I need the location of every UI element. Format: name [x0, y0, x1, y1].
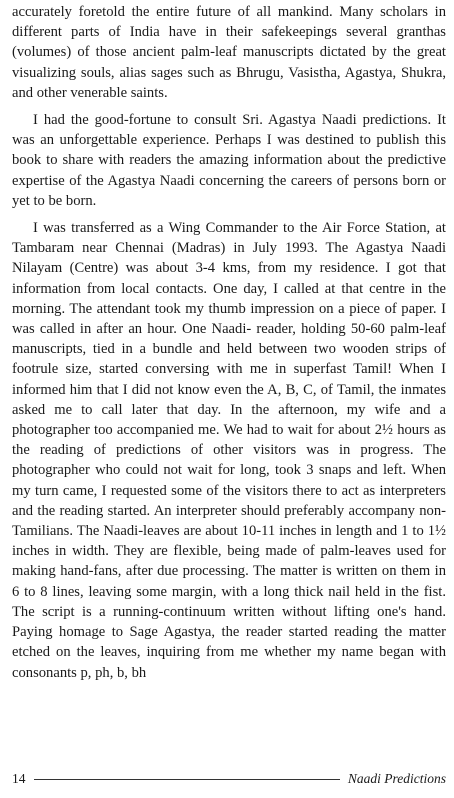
footer-rule: [34, 779, 340, 780]
paragraph-continuation: accurately foretold the entire future of all mankind. Many scholars in different parts of India have in their safekeepings several granthas (volumes) of those ancient palm-leaf manuscripts dictated by the great visualizing souls, alias sages such as Bhrugu, Vasistha, Agastya, Shukra, and other venerable saints.: [12, 4, 446, 101]
paragraph-consultation: I had the good-fortune to consult Sri. Agastya Naadi predictions. It was an unforgettable experience. Perhaps I was destined to publish this book to share with readers the amazing information about the predictive expertise of the Agastya Naadi concerning the careers of persons born or yet to be born.: [12, 112, 446, 209]
paragraph-transfer-and-reading: I was transferred as a Wing Commander to the Air Force Station, at Tambaram near Chennai (Madras) in July 1993. The Agastya Naadi Nilayam (Centre) was about 3-4 kms, from my residence. I got that information from local contacts. One day, I called at that centre in the morning. The attendant took my thumb impression on a piece of paper. I was called in after an hour. One Naadi- reader, holding 50-60 palm-leaf manuscripts, tied in a bundle and held between two wooden strips of footrule size, started conversing with me in superfast Tamil! When I informed him that I did not know even the A, B, C, of Tamil, the inmates asked me to call later that day. In the afternoon, my wife and a photographer too accompanied me. We had to wait for about 2½ hours as the reading of predictions of other visitors was in progress. The photographer who could not wait for long, took 3 snaps and left. When my turn came, I requested some of the visitors there to act as interpreters and the reading started. An interpreter should preferably accompany non-Tamilians. The Naadi-leaves are about 10-11 inches in length and 1 to 1½ inches in width. They are flexible, being made of palm-leaves used for making hand-fans, after due processing. The matter is written on them in 6 to 8 lines, leaving some margin, with a long thick nail held in the fist. The script is a running-continuum written without lifting one's hand. Paying homage to Sage Agastya, the reader started reading the matter etched on the leaves, inquiring from me whether my name began with consonants p, ph, b, bh: [12, 220, 446, 681]
body-text: [12, 2, 446, 683]
page-number: 14: [12, 771, 26, 786]
page-footer: [12, 770, 446, 788]
running-title: Naadi Predictions: [347, 771, 446, 786]
